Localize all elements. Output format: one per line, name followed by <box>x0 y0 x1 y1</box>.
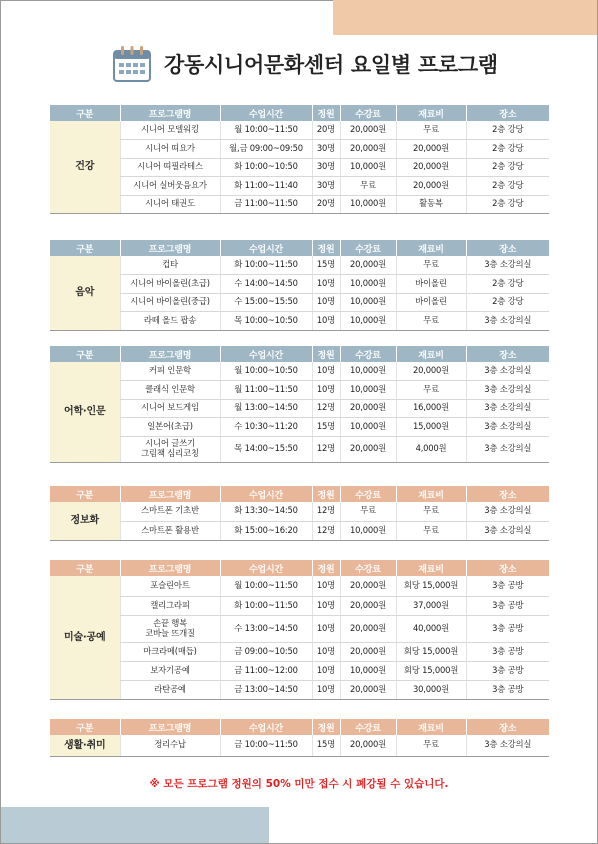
table-cell: 10명 <box>312 680 340 699</box>
table-cell: 37,000원 <box>396 596 466 615</box>
column-header: 재료비 <box>396 105 466 121</box>
table-cell: 목 14:00~15:50 <box>220 436 312 462</box>
table-row <box>50 381 549 400</box>
table-cell: 10,000원 <box>340 158 396 177</box>
decorative-top-band <box>333 0 597 35</box>
column-header: 프로그램명 <box>120 486 220 502</box>
table-cell: 보자기공예 <box>120 661 220 680</box>
column-header: 재료비 <box>396 486 466 502</box>
table-row <box>50 177 549 196</box>
table-row <box>50 140 549 159</box>
table-cell: 활동복 <box>396 195 466 214</box>
program-table <box>50 346 549 463</box>
table-cell: 3층 소강의실 <box>466 312 549 331</box>
category-cell: 생활·취미 <box>50 735 120 756</box>
column-header: 구분 <box>50 346 120 362</box>
column-header: 구분 <box>50 105 120 121</box>
table-cell: 3층 소강의실 <box>466 381 549 400</box>
program-table <box>50 719 549 757</box>
table-row <box>50 615 549 642</box>
table-cell: 2층 강당 <box>466 158 549 177</box>
category-cell: 정보화 <box>50 502 120 540</box>
column-header: 수업시간 <box>220 346 312 362</box>
table-cell: 10명 <box>312 661 340 680</box>
table-row <box>50 596 549 615</box>
table-cell: 3층 소강의실 <box>466 502 549 521</box>
column-header: 수업시간 <box>220 719 312 735</box>
table-cell: 바이올린 <box>396 293 466 312</box>
column-header: 프로그램명 <box>120 560 220 576</box>
table-cell: 10명 <box>312 362 340 381</box>
table-cell: 20,000원 <box>340 680 396 699</box>
table-cell: 10,000원 <box>340 418 396 437</box>
table-cell: 3층 공방 <box>466 576 549 596</box>
table-cell: 수 10:30~11:20 <box>220 418 312 437</box>
table-cell: 월 13:00~14:50 <box>220 399 312 418</box>
table-cell: 10,000원 <box>340 312 396 331</box>
table-cell: 수 14:00~14:50 <box>220 275 312 294</box>
table-cell: 2층 강당 <box>466 275 549 294</box>
table-header-row <box>50 346 549 362</box>
table-cell: 시니어 글쓰기 그림책 심리코칭 <box>120 436 220 462</box>
table-cell: 3층 소강의실 <box>466 399 549 418</box>
column-header: 정원 <box>312 719 340 735</box>
table-cell: 시니어 바이올린(중급) <box>120 293 220 312</box>
table-cell: 시니어 띠요가 <box>120 140 220 159</box>
table-cell: 시니어 띠필라테스 <box>120 158 220 177</box>
program-table <box>50 560 549 700</box>
table-cell: 10명 <box>312 596 340 615</box>
table-cell: 금 10:00~11:50 <box>220 735 312 756</box>
table-cell: 20,000원 <box>396 362 466 381</box>
column-header: 정원 <box>312 486 340 502</box>
column-header: 수강료 <box>340 486 396 502</box>
table-row <box>50 256 549 275</box>
table-row <box>50 399 549 418</box>
table-cell: 2층 강당 <box>466 140 549 159</box>
table-cell: 40,000원 <box>396 615 466 642</box>
table-cell: 금 11:00~11:50 <box>220 195 312 214</box>
table-cell: 정리수납 <box>120 735 220 756</box>
program-table <box>50 105 549 214</box>
table-cell: 월 10:00~10:50 <box>220 362 312 381</box>
table-cell: 20,000원 <box>340 140 396 159</box>
column-header: 프로그램명 <box>120 346 220 362</box>
column-header: 수강료 <box>340 240 396 256</box>
table-cell: 컵타 <box>120 256 220 275</box>
column-header: 구분 <box>50 486 120 502</box>
table-row <box>50 275 549 294</box>
table-cell: 10명 <box>312 642 340 661</box>
column-header: 정원 <box>312 346 340 362</box>
table-cell: 마크라메(매듭) <box>120 642 220 661</box>
table-cell: 2층 강당 <box>466 177 549 196</box>
column-header: 구분 <box>50 240 120 256</box>
table-cell: 화 15:00~16:20 <box>220 521 312 540</box>
table-cell: 3층 소강의실 <box>466 362 549 381</box>
column-header: 수업시간 <box>220 240 312 256</box>
table-cell: 2층 강당 <box>466 195 549 214</box>
table-cell: 무료 <box>396 735 466 756</box>
program-table <box>50 240 549 331</box>
table-cell: 3층 공방 <box>466 680 549 699</box>
table-cell: 2층 강당 <box>466 293 549 312</box>
category-cell: 어학·인문 <box>50 362 120 462</box>
table-cell: 스마트폰 활용반 <box>120 521 220 540</box>
table-cell: 15명 <box>312 418 340 437</box>
column-header: 수업시간 <box>220 486 312 502</box>
table-cell: 화 10:00~11:50 <box>220 256 312 275</box>
table-row <box>50 680 549 699</box>
table-cell: 20,000원 <box>340 576 396 596</box>
column-header: 수강료 <box>340 105 396 121</box>
table-cell: 30명 <box>312 158 340 177</box>
column-header: 재료비 <box>396 346 466 362</box>
table-cell: 3층 소강의실 <box>466 256 549 275</box>
column-header: 수강료 <box>340 346 396 362</box>
table-cell: 10명 <box>312 576 340 596</box>
table-cell: 회당 15,000원 <box>396 642 466 661</box>
table-cell: 20,000원 <box>340 735 396 756</box>
table-cell: 무료 <box>340 177 396 196</box>
table-cell: 화 11:00~11:40 <box>220 177 312 196</box>
table-cell: 시니어 실버웃음요가 <box>120 177 220 196</box>
column-header: 장소 <box>466 240 549 256</box>
table-cell: 12명 <box>312 436 340 462</box>
table-cell: 무료 <box>396 256 466 275</box>
cancellation-note: ※ 모든 프로그램 정원의 50% 미만 접수 시 폐강될 수 있습니다. <box>149 778 449 790</box>
column-header: 정원 <box>312 560 340 576</box>
table-cell: 무료 <box>396 121 466 140</box>
table-cell: 30,000원 <box>396 680 466 699</box>
table-cell: 10명 <box>312 312 340 331</box>
column-header: 장소 <box>466 560 549 576</box>
table-cell: 15명 <box>312 256 340 275</box>
table-header-row <box>50 719 549 735</box>
table-cell: 20,000원 <box>340 399 396 418</box>
table-cell: 화 10:00~11:50 <box>220 596 312 615</box>
table-cell: 라탄공예 <box>120 680 220 699</box>
table-cell: 화 10:00~10:50 <box>220 158 312 177</box>
table-row <box>50 121 549 140</box>
table-cell: 20,000원 <box>396 140 466 159</box>
column-header: 수업시간 <box>220 105 312 121</box>
table-cell: 일본어(초급) <box>120 418 220 437</box>
table-cell: 10,000원 <box>340 195 396 214</box>
table-cell: 12명 <box>312 521 340 540</box>
table-cell: 시니어 보드게임 <box>120 399 220 418</box>
table-cell: 수 13:00~14:50 <box>220 615 312 642</box>
table-cell: 화 13:30~14:50 <box>220 502 312 521</box>
program-table <box>50 486 549 541</box>
table-row <box>50 576 549 596</box>
table-cell: 목 10:00~10:50 <box>220 312 312 331</box>
page-title: 강동시니어문화센터 요일별 프로그램 <box>164 53 498 77</box>
column-header: 장소 <box>466 719 549 735</box>
table-header-row <box>50 486 549 502</box>
column-header: 수강료 <box>340 719 396 735</box>
table-cell: 10,000원 <box>340 381 396 400</box>
table-cell: 3층 소강의실 <box>466 436 549 462</box>
column-header: 장소 <box>466 486 549 502</box>
table-cell: 10명 <box>312 615 340 642</box>
column-header: 장소 <box>466 346 549 362</box>
table-cell: 월 10:00~11:50 <box>220 121 312 140</box>
table-cell: 클래식 인문학 <box>120 381 220 400</box>
table-cell: 2층 강당 <box>466 121 549 140</box>
table-cell: 4,000원 <box>396 436 466 462</box>
table-row <box>50 293 549 312</box>
decorative-bottom-band <box>1 807 269 843</box>
category-cell: 음악 <box>50 256 120 330</box>
table-cell: 10,000원 <box>340 362 396 381</box>
table-cell: 10,000원 <box>340 275 396 294</box>
table-row <box>50 502 549 521</box>
table-cell: 20,000원 <box>340 596 396 615</box>
table-cell: 무료 <box>396 521 466 540</box>
table-cell: 3층 공방 <box>466 642 549 661</box>
table-cell: 라떼 올드 팝송 <box>120 312 220 331</box>
table-cell: 손끝 행복 코바늘 뜨개질 <box>120 615 220 642</box>
table-cell: 무료 <box>396 312 466 331</box>
table-cell: 금 13:00~14:50 <box>220 680 312 699</box>
table-header-row <box>50 105 549 121</box>
column-header: 재료비 <box>396 719 466 735</box>
table-cell: 회당 15,000원 <box>396 576 466 596</box>
table-row <box>50 436 549 462</box>
table-cell: 15명 <box>312 735 340 756</box>
column-header: 프로그램명 <box>120 719 220 735</box>
table-cell: 수 15:00~15:50 <box>220 293 312 312</box>
column-header: 수강료 <box>340 560 396 576</box>
table-cell: 3층 소강의실 <box>466 418 549 437</box>
column-header: 정원 <box>312 240 340 256</box>
table-cell: 금 09:00~10:50 <box>220 642 312 661</box>
table-cell: 10명 <box>312 293 340 312</box>
table-cell: 20명 <box>312 121 340 140</box>
table-cell: 20,000원 <box>340 436 396 462</box>
table-cell: 20,000원 <box>340 256 396 275</box>
table-cell: 3층 소강의실 <box>466 521 549 540</box>
table-header-row <box>50 240 549 256</box>
table-cell: 3층 소강의실 <box>466 735 549 756</box>
table-cell: 금 11:00~12:00 <box>220 661 312 680</box>
table-cell: 12명 <box>312 399 340 418</box>
table-cell: 3층 공방 <box>466 615 549 642</box>
table-row <box>50 735 549 756</box>
table-cell: 16,000원 <box>396 399 466 418</box>
table-cell: 20,000원 <box>396 158 466 177</box>
table-cell: 무료 <box>396 381 466 400</box>
table-cell: 10,000원 <box>340 293 396 312</box>
column-header: 정원 <box>312 105 340 121</box>
table-cell: 20명 <box>312 195 340 214</box>
table-row <box>50 418 549 437</box>
table-row <box>50 521 549 540</box>
table-cell: 30명 <box>312 177 340 196</box>
table-cell: 10명 <box>312 275 340 294</box>
column-header: 프로그램명 <box>120 240 220 256</box>
table-cell: 30명 <box>312 140 340 159</box>
column-header: 재료비 <box>396 560 466 576</box>
table-cell: 월 11:00~11:50 <box>220 381 312 400</box>
table-cell: 20,000원 <box>396 177 466 196</box>
column-header: 구분 <box>50 719 120 735</box>
column-header: 장소 <box>466 105 549 121</box>
table-cell: 10,000원 <box>340 521 396 540</box>
column-header: 프로그램명 <box>120 105 220 121</box>
table-row <box>50 158 549 177</box>
page-header <box>112 42 498 86</box>
table-cell: 3층 공방 <box>466 661 549 680</box>
table-cell: 회당 15,000원 <box>396 661 466 680</box>
table-cell: 시니어 모델워킹 <box>120 121 220 140</box>
table-cell: 포슬린아트 <box>120 576 220 596</box>
table-cell: 무료 <box>396 502 466 521</box>
table-cell: 커피 인문학 <box>120 362 220 381</box>
table-cell: 3층 공방 <box>466 596 549 615</box>
table-cell: 캘리그라피 <box>120 596 220 615</box>
table-cell: 20,000원 <box>340 615 396 642</box>
calendar-icon <box>112 45 152 83</box>
table-cell: 시니어 태권도 <box>120 195 220 214</box>
table-cell: 월,금 09:00~09:50 <box>220 140 312 159</box>
table-row <box>50 661 549 680</box>
table-row <box>50 195 549 214</box>
table-header-row <box>50 560 549 576</box>
column-header: 구분 <box>50 560 120 576</box>
table-cell: 10,000원 <box>340 661 396 680</box>
column-header: 재료비 <box>396 240 466 256</box>
table-cell: 바이올린 <box>396 275 466 294</box>
table-row <box>50 642 549 661</box>
table-cell: 스마트폰 기초반 <box>120 502 220 521</box>
table-cell: 20,000원 <box>340 121 396 140</box>
table-cell: 12명 <box>312 502 340 521</box>
table-cell: 시니어 바이올린(초급) <box>120 275 220 294</box>
table-cell: 10명 <box>312 381 340 400</box>
column-header: 수업시간 <box>220 560 312 576</box>
table-cell: 무료 <box>340 502 396 521</box>
table-cell: 20,000원 <box>340 642 396 661</box>
category-cell: 건강 <box>50 121 120 214</box>
table-cell: 월 10:00~11:50 <box>220 576 312 596</box>
category-cell: 미술·공예 <box>50 576 120 699</box>
table-row <box>50 362 549 381</box>
table-cell: 15,000원 <box>396 418 466 437</box>
table-row <box>50 312 549 331</box>
